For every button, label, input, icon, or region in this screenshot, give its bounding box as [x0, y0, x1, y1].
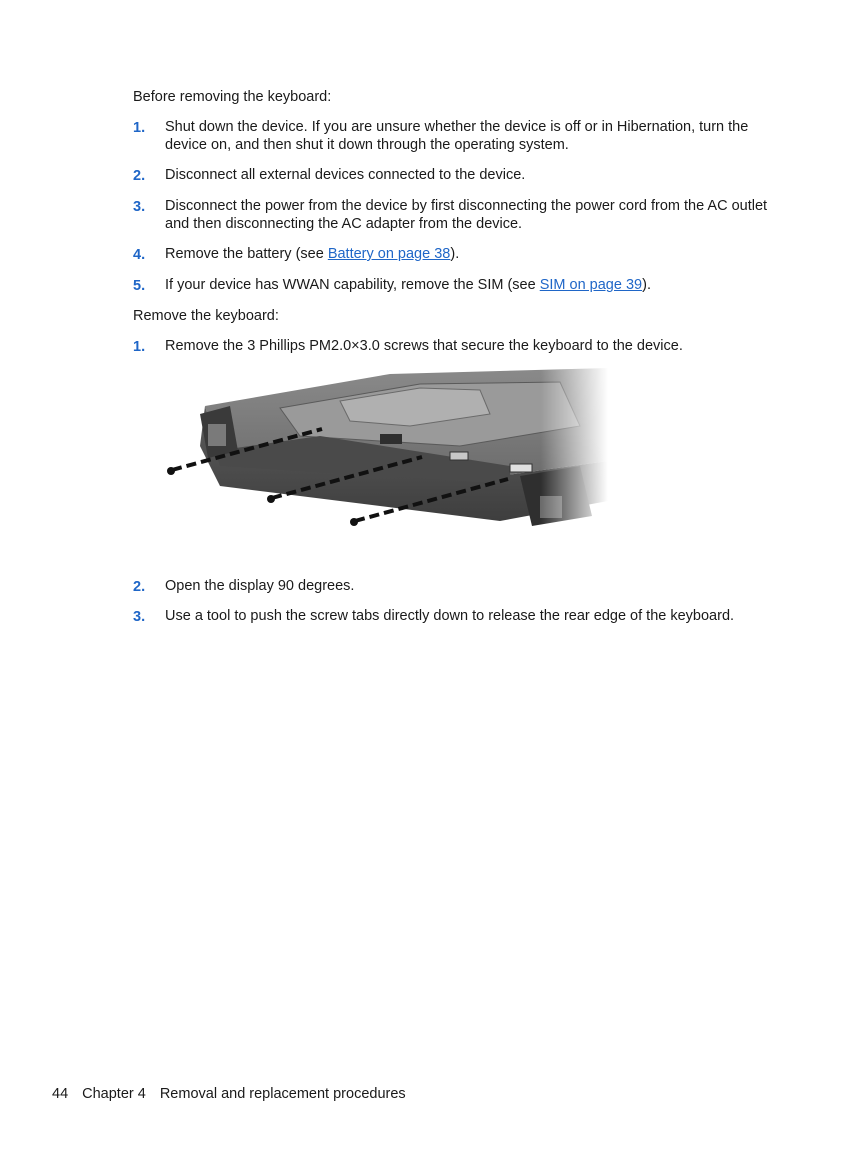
prep-step-2-text: Disconnect all external devices connected to the device.: [165, 167, 526, 183]
page-footer: [52, 1085, 420, 1103]
prep-step-5-text: [165, 277, 785, 295]
prep-step-1-number: 1.: [133, 120, 146, 136]
battery-link[interactable]: Battery on page 38: [327, 246, 451, 262]
remove-step-1-number: 1.: [133, 339, 146, 355]
page-number: 44: [52, 1086, 69, 1102]
remove-step-2-text: Open the display 90 degrees.: [165, 578, 355, 594]
prep-step-1-text: Shut down the device. If you are unsure whether the device is off or in Hibernation, turn the device on, and then shut it down through the operating system.: [165, 119, 749, 153]
chapter-label: Chapter 4: [82, 1086, 146, 1102]
prep-step-4-text: [165, 246, 785, 264]
remove-step-3-number: 3.: [133, 609, 146, 625]
prep-step-5-post: ).: [642, 277, 651, 293]
remove-heading: Remove the keyboard:: [133, 308, 279, 324]
sim-link[interactable]: SIM on page 39: [539, 277, 643, 293]
prep-step-4-pre: Remove the battery (see: [165, 246, 328, 262]
prep-step-3-number: 3.: [133, 199, 146, 215]
prep-step-3-text: Disconnect the power from the device by first disconnecting the power cord from the AC outlet and then disconnecting the AC adapter from the device.: [165, 198, 768, 232]
chapter-title: Removal and replacement procedures: [159, 1086, 406, 1102]
prep-step-5-number: 5.: [133, 278, 146, 294]
prep-step-4-number: 4.: [133, 247, 146, 263]
remove-step-2-number: 2.: [133, 579, 146, 595]
remove-step-3-text: Use a tool to push the screw tabs directly down to release the rear edge of the keyboard.: [165, 608, 735, 624]
prep-step-5-pre: If your device has WWAN capability, remove the SIM (see: [165, 277, 540, 293]
intro-text: Before removing the keyboard:: [133, 89, 332, 105]
prep-step-4-post: ).: [450, 246, 460, 262]
prep-step-2-number: 2.: [133, 168, 146, 184]
keyboard-screws-illustration: [160, 366, 608, 562]
remove-step-1-text: Remove the 3 Phillips PM2.0×3.0 screws that secure the keyboard to the device.: [165, 338, 683, 354]
